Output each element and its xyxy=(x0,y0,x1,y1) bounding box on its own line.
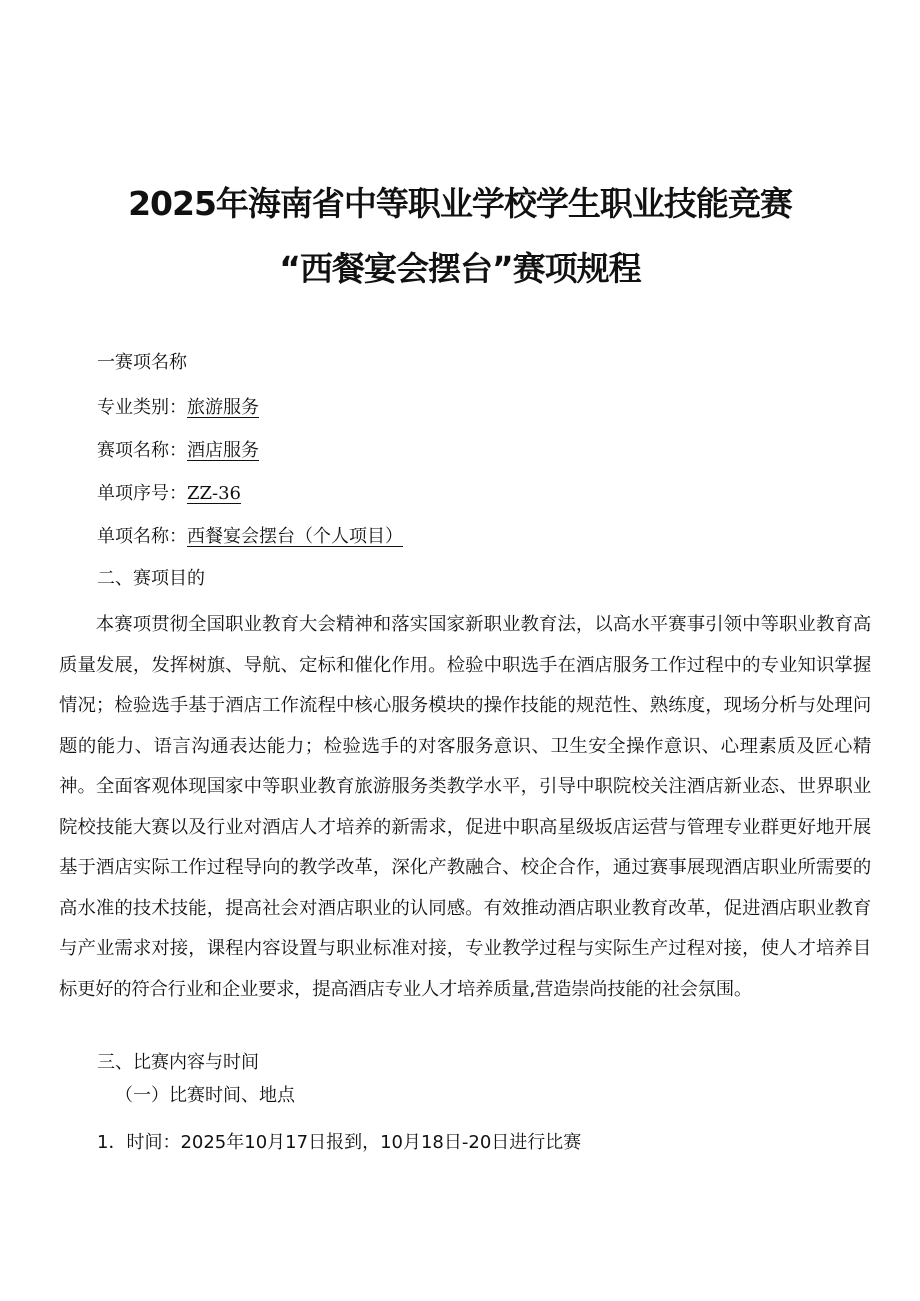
field-label: 赛项名称： xyxy=(97,440,187,461)
section3-subheading: （一）比赛时间、地点 xyxy=(115,1085,295,1106)
field-label: 单项名称： xyxy=(97,526,187,547)
document-title-line2: “西餐宴会摆台”赛项规程 xyxy=(279,249,641,288)
field-value: 旅游服务 xyxy=(187,397,259,418)
field-value: ZZ-36 xyxy=(187,483,241,504)
section2-body-paragraph: 本赛项贯彻全国职业教育大会精神和落实国家新职业教育法，以高水平赛事引领中等职业教育高质量发展，发挥树旗、导航、定标和催化作用。检验中职选手在酒店服务工作过程中的专业知识掌握情况；检验选手基于酒店工作流程中核心服务模块的操作技能的规范性、熟练度，现场分析与处理问题的能力、语言沟通表达能力；检验选手的对客服务意识、卫生安全操作意识、心理素质及匠心精神。全面客观体现国家中等职业教育旅游服务类教学水平，引导中职院校关注酒店新业态、世界职业院校技能大赛以及行业对酒店人才培养的新需求，促进中职高星级坂店运营与管理专业群更好地开展基于酒店实际工作过程导向的教学改革，深化产教融合、校企合作，通过赛事展现酒店职业所需要的高水准的技术技能，提高社会对酒店职业的认同感。有效推动酒店职业教育改革，促进酒店职业教育与产业需求对接，课程内容设置与职业标准对接，专业教学过程与实际生产过程对接，使人才培养目标更好的符合行业和企业要求，提高酒店专业人才培养质量,营造崇尚技能的社会氛围。 xyxy=(59,614,871,1000)
section3-heading: 三、比赛内容与时间 xyxy=(97,1052,259,1073)
section2-heading: 二、赛项目的 xyxy=(97,568,205,589)
field-row-item-number xyxy=(97,481,241,507)
document-title-line1: 2025年海南省中等职业学校学生职业技能竞赛 xyxy=(128,184,792,223)
field-value: 酒店服务 xyxy=(187,440,259,461)
field-row-major-category xyxy=(97,395,259,421)
section3-item-1: 1．时间：2025年10月17日报到，10月18日-20日进行比赛 xyxy=(97,1132,582,1153)
field-row-event-name xyxy=(97,438,259,464)
field-row-item-name xyxy=(97,524,403,550)
field-value: 西餐宴会摆台（个人项目） xyxy=(187,526,403,547)
field-label: 专业类别： xyxy=(97,397,187,418)
field-label: 单项序号： xyxy=(97,483,187,504)
section1-heading: 一赛项名称 xyxy=(97,352,187,373)
